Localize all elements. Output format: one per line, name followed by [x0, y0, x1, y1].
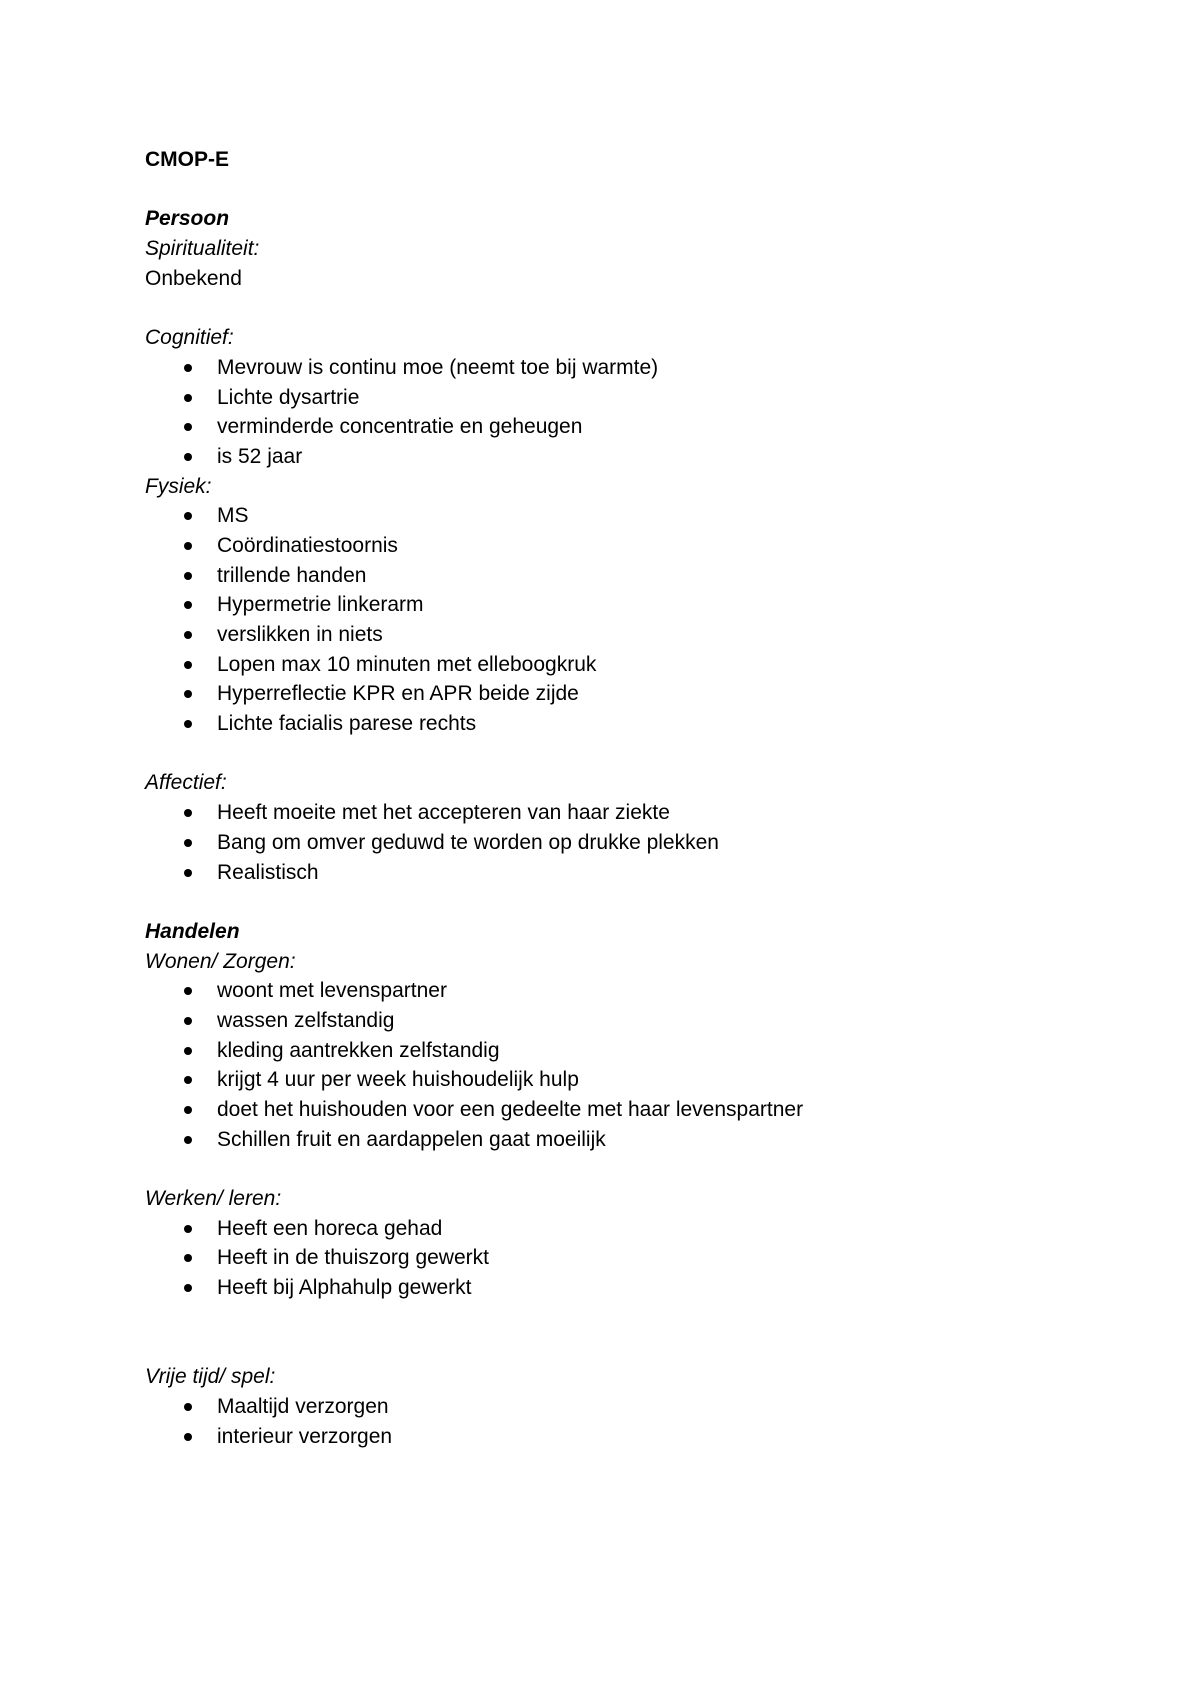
bullet-icon [184, 1047, 192, 1055]
list-item [145, 1065, 1105, 1095]
list-item-text: Heeft in de thuiszorg gewerkt [217, 1246, 489, 1270]
list-item [145, 709, 1105, 739]
document-title: CMOP-E [145, 148, 229, 171]
subheading-wonen-zorgen: Wonen/ Zorgen: [145, 949, 296, 973]
list-item-text: kleding aantrekken zelfstandig [217, 1038, 500, 1062]
list-item-text: Heeft bij Alphahulp gewerkt [217, 1276, 472, 1300]
list-item [145, 858, 1105, 888]
list-item [145, 353, 1105, 383]
list-item [145, 1422, 1105, 1452]
subheading-werken-leren: Werken/ leren: [145, 1187, 282, 1211]
list-item-text: wassen zelfstandig [217, 1008, 395, 1032]
bullet-icon [184, 1403, 192, 1411]
subheading-cognitief: Cognitief: [145, 326, 234, 350]
list-item [145, 590, 1105, 620]
bullet-icon [184, 1433, 192, 1441]
list-item-text: Schillen fruit en aardappelen gaat moeilijk [217, 1127, 606, 1151]
list-item [145, 442, 1105, 472]
list-item-text: krijgt 4 uur per week huishoudelijk hulp [217, 1068, 579, 1092]
vrije-tijd-spel-list [145, 1392, 1105, 1451]
document-body [145, 145, 1105, 1451]
list-item-text: verslikken in niets [217, 623, 383, 646]
list-item-text: Coördinatiestoornis [217, 533, 398, 557]
bullet-icon [184, 690, 192, 698]
list-item-text: Maaltijd verzorgen [217, 1394, 389, 1418]
list-item [145, 1006, 1105, 1036]
list-item-text: Lichte facialis parese rechts [217, 712, 477, 736]
list-item-text: is 52 jaar [217, 444, 303, 468]
list-item-text: Heeft een horeca gehad [217, 1216, 443, 1240]
spacer [145, 887, 1105, 917]
bullet-icon [184, 839, 192, 847]
list-item [145, 1214, 1105, 1244]
list-item [145, 412, 1105, 442]
affectief-list [145, 798, 1105, 887]
list-item [145, 561, 1105, 591]
subheading-affectief: Affectief: [145, 771, 227, 795]
list-item-text: interieur verzorgen [217, 1424, 393, 1448]
spacer [145, 175, 1105, 205]
bullet-icon [184, 809, 192, 817]
wonen-zorgen-list [145, 976, 1105, 1154]
list-item-text: Bang om omver geduwd te worden op drukke plekken [217, 830, 719, 854]
subheading-vrije-tijd-spel: Vrije tijd/ spel: [145, 1365, 276, 1389]
bullet-icon [184, 1076, 192, 1084]
list-item [145, 1095, 1105, 1125]
list-item-text: MS [217, 504, 249, 528]
spiritualiteit-value: Onbekend [145, 266, 242, 290]
bullet-icon [184, 661, 192, 669]
bullet-icon [184, 720, 192, 728]
bullet-icon [184, 542, 192, 550]
bullet-icon [184, 1225, 192, 1233]
subheading-spiritualiteit: Spiritualiteit: [145, 237, 260, 261]
list-item [145, 650, 1105, 680]
spacer [145, 739, 1105, 769]
list-item-text: doet het huishouden voor een gedeelte met haar levenspartner [217, 1098, 804, 1121]
spacer [145, 1154, 1105, 1184]
section-heading-handelen: Handelen [145, 919, 240, 943]
list-item [145, 1273, 1105, 1303]
list-item-text: Realistisch [217, 860, 319, 884]
list-item-text: Mevrouw is continu moe (neemt toe bij warmte) [217, 355, 659, 379]
list-item-text: verminderde concentratie en geheugen [217, 415, 583, 439]
list-item-text: Hyperreflectie KPR en APR beide zijde [217, 682, 579, 706]
bullet-icon [184, 364, 192, 372]
fysiek-list [145, 501, 1105, 739]
list-item-text: Heeft moeite met het accepteren van haar ziekte [217, 801, 670, 825]
list-item [145, 620, 1105, 650]
bullet-icon [184, 987, 192, 995]
bullet-icon [184, 869, 192, 877]
list-item [145, 1036, 1105, 1066]
bullet-icon [184, 394, 192, 402]
bullet-icon [184, 423, 192, 431]
subheading-fysiek: Fysiek: [145, 474, 212, 498]
list-item-text: Lopen max 10 minuten met elleboogkruk [217, 652, 597, 676]
list-item [145, 383, 1105, 413]
list-item-text: Hypermetrie linkerarm [217, 593, 424, 617]
list-item [145, 1243, 1105, 1273]
list-item [145, 976, 1105, 1006]
bullet-icon [184, 1284, 192, 1292]
section-heading-persoon: Persoon [145, 207, 230, 231]
spacer [145, 1303, 1105, 1362]
cognitief-list [145, 353, 1105, 472]
werken-leren-list [145, 1214, 1105, 1303]
list-item [145, 828, 1105, 858]
list-item [145, 501, 1105, 531]
bullet-icon [184, 1106, 192, 1114]
list-item-text: Lichte dysartrie [217, 385, 360, 409]
list-item [145, 679, 1105, 709]
list-item-text: woont met levenspartner [217, 979, 447, 1003]
bullet-icon [184, 1017, 192, 1025]
list-item [145, 1125, 1105, 1155]
list-item [145, 798, 1105, 828]
bullet-icon [184, 1136, 192, 1144]
bullet-icon [184, 512, 192, 520]
bullet-icon [184, 572, 192, 580]
bullet-icon [184, 631, 192, 639]
list-item [145, 1392, 1105, 1422]
bullet-icon [184, 1254, 192, 1262]
bullet-icon [184, 453, 192, 461]
list-item-text: trillende handen [217, 563, 367, 587]
spacer [145, 293, 1105, 323]
bullet-icon [184, 601, 192, 609]
list-item [145, 531, 1105, 561]
